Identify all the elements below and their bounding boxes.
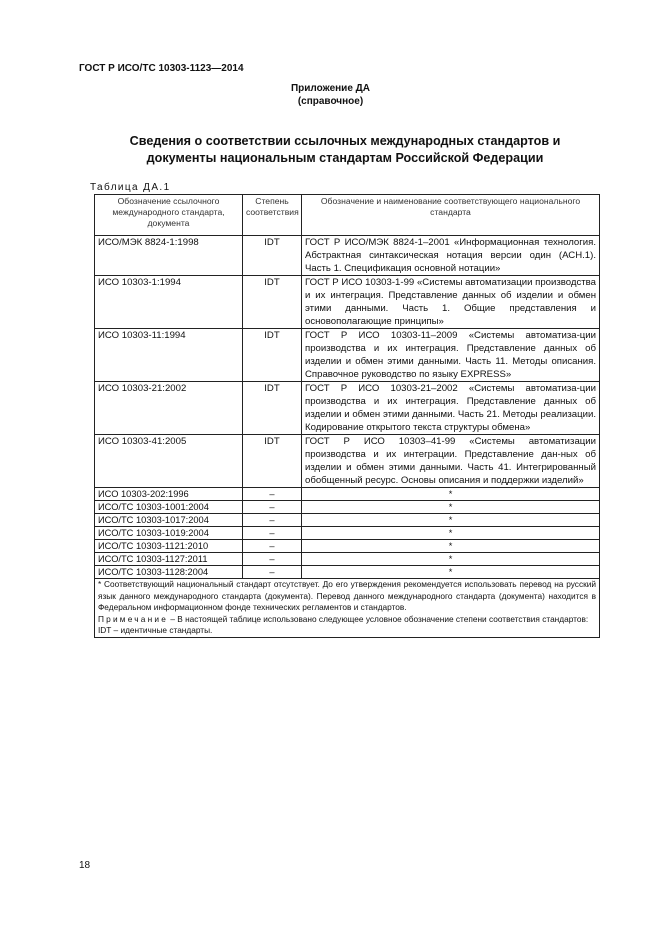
- page-number: 18: [79, 860, 91, 871]
- cell-std: ИСО/ТС 10303-1001:2004: [95, 501, 243, 514]
- table-row: [95, 435, 600, 488]
- cell-degree: –: [243, 501, 302, 514]
- cell-degree: IDT: [243, 382, 302, 435]
- cell-national: *: [302, 566, 600, 579]
- table-row: [95, 514, 600, 527]
- table-row: [95, 488, 600, 501]
- table-row: [95, 382, 600, 435]
- cell-national: *: [302, 527, 600, 540]
- cell-degree: –: [243, 566, 302, 579]
- table-row: [95, 236, 600, 276]
- cell-degree: –: [243, 540, 302, 553]
- table-row: [95, 329, 600, 382]
- table-footnote-row: [95, 579, 600, 638]
- cell-national: ГОСТ Р ИСО/МЭК 8824-1–2001 «Информационная технология. Абстрактная синтаксическая нотация версии один (АСН.1). Часть 1. Спецификация основной нотации»: [302, 236, 600, 276]
- header-degree: Степень соответствия: [243, 195, 302, 236]
- table-row: [95, 527, 600, 540]
- header-national: Обозначение и наименование соответствующего национального стандарта: [302, 195, 600, 236]
- cell-degree: –: [243, 527, 302, 540]
- table-row: [95, 553, 600, 566]
- cell-std: ИСО/ТС 10303-1017:2004: [95, 514, 243, 527]
- cell-national: *: [302, 553, 600, 566]
- correspondence-table: [94, 194, 600, 638]
- cell-std: ИСО/ТС 10303-1121:2010: [95, 540, 243, 553]
- cell-degree: IDT: [243, 329, 302, 382]
- cell-national: ГОСТ Р ИСО 10303–41-99 «Системы автоматизации производства и их интеграции. Представление дан-ных об изделии и обмен этими данными. Часть 41. Интегрированный обобщенный ресурс. Основы описания и поддержки изделий»: [302, 435, 600, 488]
- cell-degree: –: [243, 488, 302, 501]
- cell-std: ИСО 10303-202:1996: [95, 488, 243, 501]
- cell-std: ИСО 10303-41:2005: [95, 435, 243, 488]
- table-row: [95, 501, 600, 514]
- cell-degree: –: [243, 514, 302, 527]
- cell-std: ИСО/ТС 10303-1019:2004: [95, 527, 243, 540]
- cell-std: ИСО 10303-1:1994: [95, 276, 243, 329]
- table-header-row: [95, 195, 600, 236]
- cell-degree: IDT: [243, 276, 302, 329]
- cell-national: *: [302, 488, 600, 501]
- cell-national: *: [302, 540, 600, 553]
- table-row: [95, 566, 600, 579]
- cell-std: ИСО 10303-11:1994: [95, 329, 243, 382]
- cell-national: *: [302, 514, 600, 527]
- footnote-text: * Соответствующий национальный стандарт отсутствует. До его утверждения рекомендуется использовать перевод на русский язык данного международного стандарта (документа). Перевод данного международного стандарта (документа) находится в Федеральном информационном фонде технических регламентов и стандартов.: [98, 579, 596, 612]
- cell-national: ГОСТ Р ИСО 10303-11–2009 «Системы автоматиза-ции производства и их интеграция. Представление данных об изделии и обмен этими данными. Часть 11. Методы описания. Справочное руководство по языку EXPRESS»: [302, 329, 600, 382]
- note-label: Примечание: [98, 613, 169, 624]
- table-note: [98, 614, 596, 626]
- section-title: Сведения о соответствии ссылочных международных стандартов и документы национальным стандартам Российской Федерации: [129, 134, 561, 165]
- cell-degree: IDT: [243, 236, 302, 276]
- note-idt: IDT – идентичные стандарты.: [98, 625, 213, 635]
- table-caption: Таблица ДА.1: [90, 182, 171, 193]
- cell-national: ГОСТ Р ИСО 10303-1-99 «Системы автоматизации производства и их интеграция. Представление данных об изделии и обмен этими данными. Часть 1. Общие представления и основополагающие принципы»: [302, 276, 600, 329]
- cell-std: ИСО/ТС 10303-1127:2011: [95, 553, 243, 566]
- table-footnote-cell: [95, 579, 600, 638]
- cell-national: ГОСТ Р ИСО 10303-21–2002 «Системы автоматиза-ции производства и их интеграция. Представление данных об изделии и обмен этими данными. Часть 21. Методы реализации. Кодирование открытого текста структуры обмена»: [302, 382, 600, 435]
- cell-std: ИСО/ТС 10303-1128:2004: [95, 566, 243, 579]
- header-std: Обозначение ссылочного международного стандарта, документа: [95, 195, 243, 236]
- cell-degree: IDT: [243, 435, 302, 488]
- annex-subtitle: (справочное): [297, 96, 364, 107]
- cell-degree: –: [243, 553, 302, 566]
- cell-std: ИСО 10303-21:2002: [95, 382, 243, 435]
- annex-title: Приложение ДА: [290, 83, 371, 94]
- table-row: [95, 540, 600, 553]
- cell-std: ИСО/МЭК 8824-1:1998: [95, 236, 243, 276]
- cell-national: *: [302, 501, 600, 514]
- document-code: ГОСТ Р ИСО/ТС 10303-1123—2014: [79, 63, 244, 74]
- table-row: [95, 276, 600, 329]
- note-text: – В настоящей таблице использовано следующее условное обозначение степени соответствия стандартов:: [168, 613, 589, 624]
